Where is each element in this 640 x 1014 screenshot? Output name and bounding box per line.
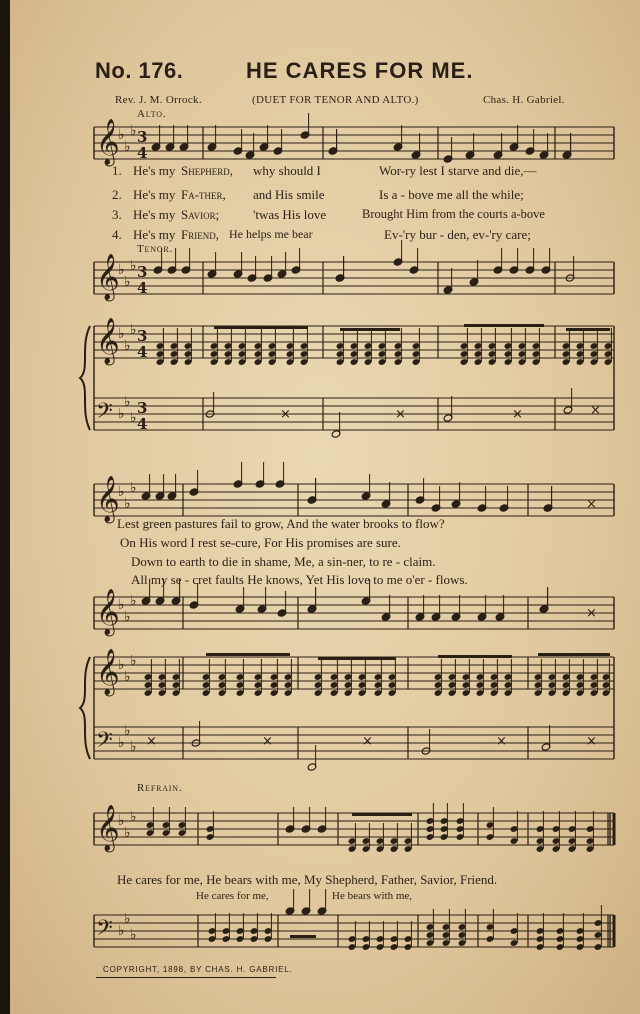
key-flat: ♭ [124, 139, 131, 155]
key-flat: ♭ [118, 127, 125, 143]
key-flat: ♭ [118, 326, 125, 342]
key-flat: ♭ [130, 480, 137, 496]
rest: × [395, 407, 406, 422]
key-flat: ♭ [130, 258, 137, 274]
verse-line: On His word I rest se-cure, For His promises are sure. [120, 535, 401, 550]
treble-clef: 𝄞 [96, 589, 120, 635]
key-flat: ♭ [118, 735, 125, 751]
key-flat: ♭ [118, 484, 125, 500]
time-signature: 3 [137, 399, 148, 417]
words-credit: Rev. J. M. Orrock. [115, 94, 202, 106]
arrangement-note: (DUET FOR TENOR AND ALTO.) [252, 94, 419, 106]
key-flat: ♭ [118, 597, 125, 613]
hymn-number: No. 176. [95, 58, 184, 83]
key-flat: ♭ [124, 496, 131, 512]
rest-bar [290, 935, 316, 938]
beam [352, 813, 412, 816]
key-flat: ♭ [130, 123, 137, 139]
treble-clef: 𝄞 [96, 805, 120, 851]
beam [340, 328, 400, 331]
treble-clef: 𝄞 [96, 476, 120, 522]
treble-clef: 𝄞 [96, 119, 120, 165]
tenor-label: Tenor. [137, 243, 174, 255]
rest: × [496, 734, 507, 749]
time-signature: 4 [137, 415, 148, 433]
refrain-bass-lyric: He bears with me, [332, 890, 413, 902]
hymn-title: HE CARES FOR ME. [246, 58, 474, 83]
rest: × [362, 734, 373, 749]
refrain-lyric: He cares for me, He bears with me, My Shepherd, Father, Savior, Friend. [117, 872, 498, 887]
verse-line: Down to earth to die in shame, Me, a sin-ner, to re - claim. [131, 554, 436, 569]
rest: × [586, 606, 597, 621]
beam [214, 326, 308, 329]
key-flat: ♭ [118, 657, 125, 673]
bass-clef: 𝄢 [96, 916, 113, 946]
refrain-bass-lyric: He cares for me, [196, 890, 269, 902]
key-flat: ♭ [124, 274, 131, 290]
brace [80, 326, 90, 430]
time-signature: 3 [137, 327, 148, 345]
key-flat: ♭ [124, 911, 131, 927]
copyright-notice: COPYRIGHT, 1898, BY CHAS. H. GABRIEL. [103, 965, 293, 974]
key-flat: ♭ [130, 653, 137, 669]
refrain-label: Refrain. [137, 782, 183, 794]
beam [206, 653, 290, 656]
key-flat: ♭ [124, 338, 131, 354]
verse-line: Lest green pastures fail to grow, And the water brooks to flow? [117, 516, 445, 531]
key-flat: ♭ [118, 262, 125, 278]
key-flat: ♭ [118, 923, 125, 939]
key-flat: ♭ [124, 723, 131, 739]
time-signature: 4 [137, 343, 148, 361]
bass-clef: 𝄢 [96, 728, 113, 758]
rest: × [280, 407, 291, 422]
key-flat: ♭ [118, 406, 125, 422]
key-flat: ♭ [130, 809, 137, 825]
time-signature: 4 [137, 279, 148, 297]
key-flat: ♭ [124, 609, 131, 625]
treble-clef: 𝄞 [96, 649, 120, 695]
beam [318, 657, 396, 660]
time-signature: 4 [137, 144, 148, 162]
music-credit: Chas. H. Gabriel. [483, 94, 565, 106]
verse-line: All my se - cret faults He knows, Yet His love to me o'er - flows. [131, 572, 468, 587]
key-flat: ♭ [130, 593, 137, 609]
key-flat: ♭ [130, 322, 137, 338]
rest: × [586, 497, 597, 512]
alto-label: Alto. [137, 108, 167, 120]
rest: × [146, 734, 157, 749]
key-flat: ♭ [130, 739, 137, 755]
key-flat: ♭ [118, 813, 125, 829]
rest: × [512, 407, 523, 422]
time-signature: 3 [137, 128, 148, 146]
brace [80, 657, 90, 759]
key-flat: ♭ [124, 394, 131, 410]
treble-clef: 𝄞 [96, 318, 120, 364]
key-flat: ♭ [130, 410, 137, 426]
key-flat: ♭ [124, 825, 131, 841]
beam [538, 653, 610, 656]
key-flat: ♭ [124, 669, 131, 685]
rest: × [590, 403, 601, 418]
beam [438, 655, 512, 658]
rest: × [262, 734, 273, 749]
beam [566, 328, 610, 331]
beam [464, 324, 544, 327]
treble-clef: 𝄞 [96, 254, 120, 300]
bass-clef: 𝄢 [96, 399, 113, 429]
key-flat: ♭ [130, 927, 137, 943]
rest: × [586, 734, 597, 749]
hymnal-page: No. 176. HE CARES FOR ME. Rev. J. M. Orrock. (DUET FOR TENOR AND ALTO.) Chas. H. Gabriel. Alto. Tenor. Refrain. 1. He's my Shepherd, why should I Wor-ry lest I starve and die,— 2. He's my Fa-ther, and His smile Is a - bove me all the while; 3. He's my Savior; 'twas His love Brought Him from the courts a-bove 4. He's my Friend, He helps me bear Ev-'ry bur - den, ev-'ry care; Lest green pastures fail to grow, And the water brooks to flow? On His word I rest se-cure, For His promises are sure. Down to earth to die in shame, Me, a sin-ner, to re - claim. All my se - cret faults He knows, Yet His love to me o'er - flows. He cares for me, He bears with me, My Shepherd, Father, Savior, Friend. He cares for me, He bears with me, COPYRIGHT, 1898, BY CHAS. H. GABRIEL. 𝄞 ♭ ♭ ♭ 3 4 𝄞 ♭ ♭ ♭ 3 4 𝄞 ♭ ♭ ♭ 3 4 𝄢 ♭ ♭ ♭ 3 4 × × × × 𝄞 ♭ ♭ ♭ × 𝄞 ♭ ♭ ♭ × 𝄞 ♭ ♭ ♭ 𝄢 ♭ ♭ ♭ × × × × × 𝄞 ♭ ♭ ♭ 𝄢 ♭ ♭ ♭ [0, 0, 640, 1014]
time-signature: 3 [137, 263, 148, 281]
